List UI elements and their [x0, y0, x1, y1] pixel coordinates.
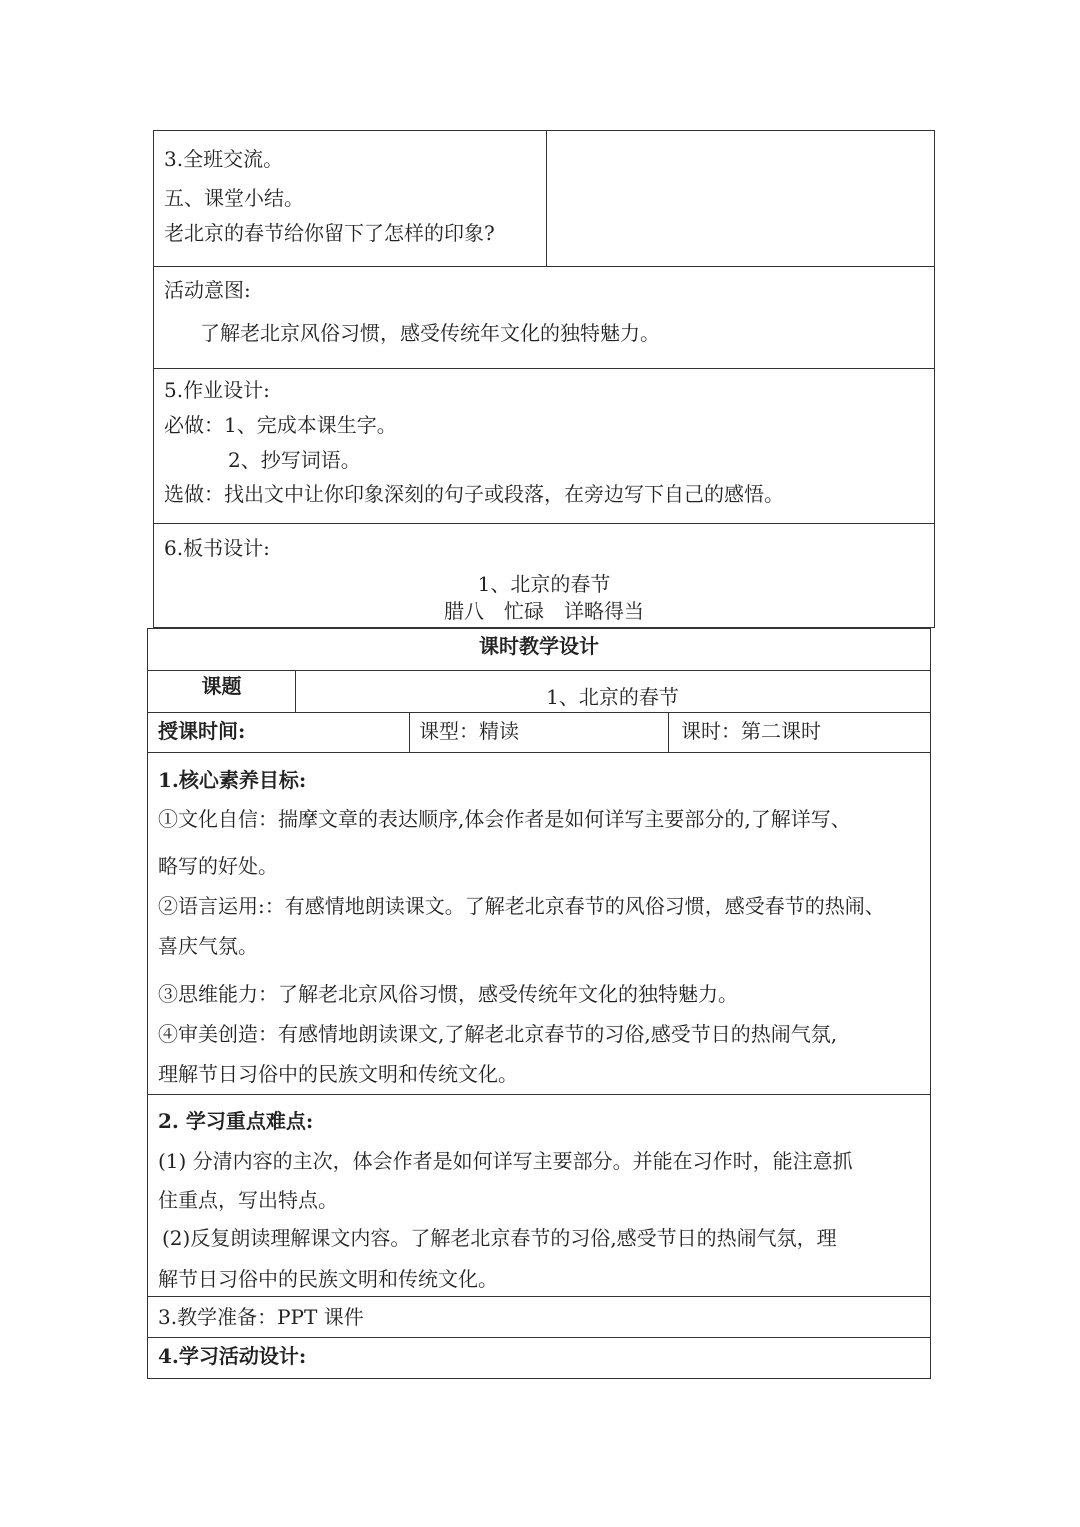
schedule-row [148, 713, 930, 753]
goal-culture-1: ①文化自信：揣摩文章的表达顺序,体会作者是如何详写主要部分的,了解详写、 [158, 807, 851, 831]
lesson-title-row [148, 629, 930, 671]
focus-point-1b: 住重点，写出特点。 [158, 1188, 338, 1212]
goals-title: 1.核心素养目标: [158, 768, 307, 792]
activity-title: 4.学习活动设计: [158, 1344, 307, 1368]
type-label: 课型：精读 [419, 719, 519, 743]
focus-point-2a: (2)反复朗读理解课文内容。了解老北京春节的习俗,感受节日的热闹气氛，理 [162, 1226, 837, 1250]
goal-aesthetic-1: ④审美创造：有感情地朗读课文,了解老北京春节的习俗,感受节日的热闹气氛, [158, 1022, 838, 1046]
homework-title: 5.作业设计: [164, 378, 270, 402]
column-divider [546, 131, 547, 266]
column-divider [668, 713, 669, 752]
time-label: 授课时间: [158, 719, 246, 743]
summary-question: 老北京的春节给你留下了怎样的印象? [164, 221, 495, 245]
class-exchange-text: 3.全班交流。 [164, 147, 284, 171]
activity-row [148, 1338, 930, 1378]
focus-title: 2. 学习重点难点: [158, 1109, 314, 1133]
goal-language-2: 喜庆气氛。 [158, 934, 258, 958]
intent-title: 活动意图: [164, 278, 251, 302]
lesson-design-table [147, 628, 931, 1379]
lesson-title: 课时教学设计 [479, 634, 599, 658]
homework-required-1: 必做：1、完成本课生字。 [164, 413, 397, 437]
goal-aesthetic-2: 理解节日习俗中的民族文明和传统文化。 [158, 1062, 518, 1086]
goal-thinking: ③思维能力：了解老北京风俗习惯，感受传统年文化的独特魅力。 [158, 982, 738, 1006]
homework-optional: 选做：找出文中让你印象深刻的句子或段落，在旁边写下自己的感悟。 [164, 482, 784, 506]
focus-point-1a: (1) 分清内容的主次，体会作者是如何详写主要部分。并能在习作时，能注意抓 [158, 1149, 853, 1173]
board-line-2: 腊八 忙碌 详略得当 [444, 599, 644, 623]
prep-row [148, 1297, 930, 1338]
intent-row [154, 267, 934, 369]
homework-row [154, 369, 934, 524]
topic-label: 课题 [201, 674, 242, 698]
focus-row [148, 1095, 930, 1297]
goals-row [148, 753, 930, 1095]
summary-heading: 五、课堂小结。 [164, 186, 304, 210]
board-row [154, 524, 934, 627]
column-divider [409, 713, 410, 752]
board-line-1: 1、北京的春节 [477, 572, 611, 596]
goal-language-1: ②语言运用:：有感情地朗读课文。了解老北京春节的风俗习惯，感受春节的热闹、 [158, 894, 885, 918]
goal-culture-2: 略写的好处。 [158, 854, 278, 878]
period-label: 课时：第二课时 [681, 719, 821, 743]
topic-value: 1、北京的春节 [546, 685, 679, 709]
intent-text: 了解老北京风俗习惯，感受传统年文化的独特魅力。 [200, 321, 660, 345]
focus-point-2b: 解节日习俗中的民族文明和传统文化。 [158, 1267, 498, 1291]
homework-required-2: 2、抄写词语。 [228, 448, 361, 472]
topic-row [148, 671, 930, 713]
board-title: 6.板书设计: [164, 536, 270, 560]
summary-row [154, 131, 934, 267]
continuation-table [153, 130, 935, 628]
prep-text: 3.教学准备：PPT 课件 [158, 1305, 364, 1329]
